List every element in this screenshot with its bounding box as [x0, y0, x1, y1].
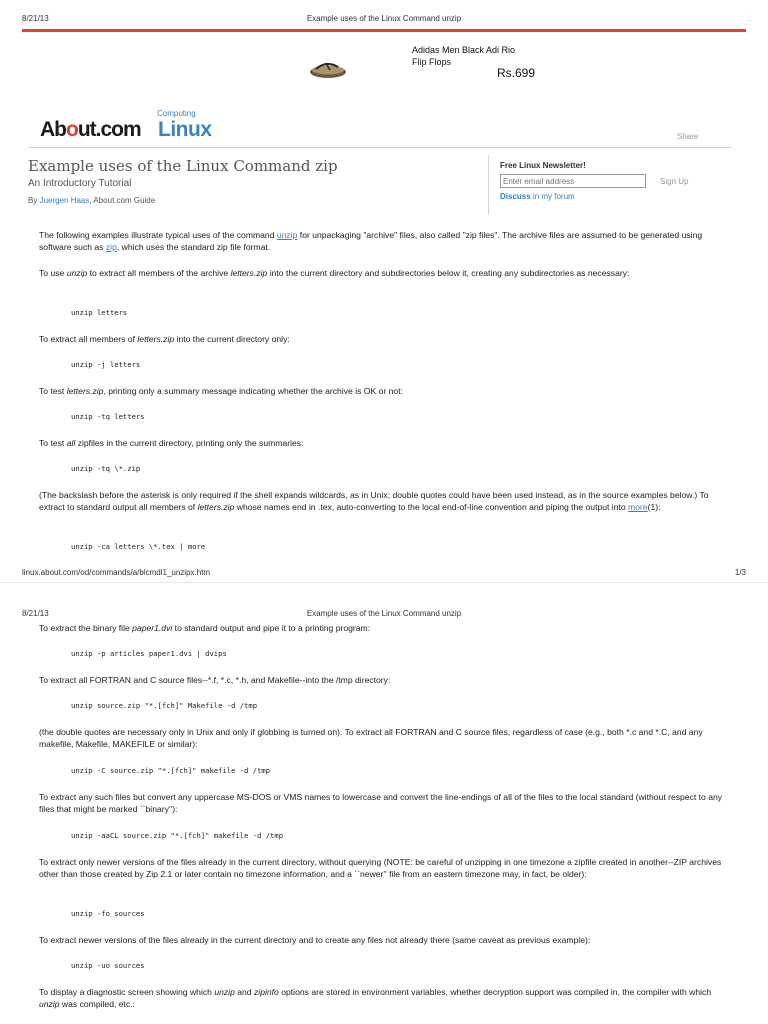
logo-linux: Linux — [158, 118, 212, 141]
text: into the current directory and subdirectories below it, creating any subdirectories as necessary: — [267, 268, 630, 278]
signup-button[interactable]: Sign Up — [660, 177, 689, 186]
article-byline — [28, 196, 155, 205]
advertisement[interactable] — [308, 44, 568, 94]
intro-paragraph — [39, 229, 729, 253]
paragraph: To extract newer versions of the files already in the current directory and to create any files not already there (same caveat as previous example): — [39, 935, 591, 945]
zip-link[interactable]: zip — [105, 242, 117, 252]
text: all — [66, 438, 76, 448]
ad-price: Rs.699 — [497, 66, 536, 80]
text: The following examples illustrate typical uses of the command — [39, 230, 277, 240]
logo-about — [40, 118, 141, 142]
paragraph — [39, 267, 729, 279]
ad-product-name[interactable]: Adidas Men Black Adi Rio Flip Flops — [412, 45, 516, 67]
site-logo[interactable] — [38, 106, 278, 140]
text: To extract the binary file — [39, 623, 133, 633]
text: letters.zip — [137, 334, 175, 344]
code-example: unzip -ca letters \*.tex | more — [71, 542, 206, 551]
author-link[interactable]: Juergen Haas — [39, 196, 90, 205]
text: into the current directory only: — [174, 334, 290, 344]
text: was compiled, etc.: — [59, 999, 136, 1009]
logo-about-part: Ab — [40, 118, 66, 141]
logo-category[interactable]: Computing — [157, 109, 196, 118]
code-example: unzip -aaCL source.zip "*.[fch]" makefile -d /tmp — [71, 831, 284, 840]
text: letters.zip — [197, 502, 235, 512]
article-title: Example uses of the Linux Command zip — [28, 157, 338, 175]
text: to standard output and pipe it to a printing program: — [172, 623, 371, 633]
discuss-label[interactable]: Discuss — [500, 192, 531, 201]
text: for unpackaging "archive" files, also called "zip files". The archive files are assumed to be generated using software such as — [39, 230, 703, 252]
email-field[interactable] — [500, 174, 646, 188]
text: zipfiles in the current directory, printing only the summaries: — [75, 438, 304, 448]
paragraph — [39, 333, 729, 345]
text: To extract all members of — [39, 334, 138, 344]
code-example: unzip -j letters — [71, 360, 141, 369]
code-example: unzip -p articles paper1.dvi | dvips — [71, 649, 227, 658]
logo-about-part: ut.com — [77, 118, 141, 141]
code-example: unzip source.zip "*.[fch]" Makefile -d /tmp — [71, 701, 258, 710]
footer-url: linux.about.com/od/commands/a/blcmdl1_unzipx.htm — [22, 568, 211, 577]
paragraph — [39, 489, 729, 513]
byline-suffix: , About.com Guide — [89, 196, 156, 205]
code-example: unzip -tq letters — [71, 412, 145, 421]
paragraph: To extract all FORTRAN and C source files--*.f, *.c, *.h, and Makefile--into the /tmp directory: — [39, 675, 391, 685]
byline-prefix: By — [28, 196, 40, 205]
text: and — [234, 987, 254, 997]
text: , which uses the standard zip file format. — [116, 242, 271, 252]
text: zipinfo — [253, 987, 279, 997]
code-example: unzip -uo sources — [71, 961, 145, 970]
text: , printing only a summary message indicating whether the archive is OK or not: — [103, 386, 403, 396]
code-example: unzip -C source.zip "*.[fch]" makefile -d /tmp — [71, 766, 271, 775]
unzip-link[interactable]: unzip — [276, 230, 298, 240]
print-date: 8/21/13 — [22, 609, 49, 618]
text: to extract all members of the archive — [87, 268, 231, 278]
text: (The backslash before the asterisk is only required if the shell expands wildcards, as in Unix; double quotes could have been used instead, as in the source examples below.) To extract to standard output all members of — [39, 490, 709, 512]
text: unzip — [214, 987, 235, 997]
text: whose names end in .tex, auto-converting to the local end-of-line convention and piping the output into — [234, 502, 629, 512]
paragraph: To extract any such files but convert any uppercase MS-DOS or VMS names to lowercase and convert the line-endings of all of the files to the local standard (without respect to any files that might be marked ``binary''): — [39, 792, 723, 814]
print-page-2 — [0, 583, 768, 1024]
code-example: unzip -tq \*.zip — [71, 464, 141, 473]
text: To test — [39, 438, 67, 448]
newsletter-title: Free Linux Newsletter! — [500, 161, 586, 170]
code-example: unzip letters — [71, 308, 128, 317]
text: (1): — [647, 502, 661, 512]
header-divider — [28, 147, 732, 148]
text: letters.zip — [230, 268, 268, 278]
text: To test — [39, 386, 67, 396]
discuss-link[interactable] — [500, 192, 575, 201]
text: paper1.dvi — [132, 623, 173, 633]
discuss-rest: in my forum — [530, 192, 575, 201]
paragraph — [39, 385, 729, 397]
footer-page-number: 1/3 — [734, 568, 746, 577]
paragraph — [39, 986, 729, 1010]
paragraph — [39, 622, 729, 634]
header-red-rule — [22, 29, 746, 32]
print-doc-title: Example uses of the Linux Command unzip — [306, 609, 462, 618]
print-header — [0, 12, 768, 30]
print-doc-title: Example uses of the Linux Command unzip — [306, 14, 462, 23]
text: letters.zip — [66, 386, 104, 396]
print-date: 8/21/13 — [22, 14, 49, 23]
newsletter-box — [488, 155, 734, 215]
text: To use — [39, 268, 67, 278]
text: options are stored in environment variables, whether decryption support was compiled in, the compiler with which — [278, 987, 712, 997]
code-example: unzip -fo sources — [71, 909, 145, 918]
paragraph: (the double quotes are necessary only in Unix and only if globbing is turned on). To extract all FORTRAN and C source files, regardless of case (e.g., both *.c and *.C, and any makefile, Makefile, MAKEFILE or similar): — [39, 727, 703, 749]
logo-about-dot: o — [66, 118, 78, 141]
text: unzip — [66, 268, 88, 278]
more-link[interactable]: more — [628, 502, 648, 512]
paragraph — [39, 437, 729, 449]
text: unzip — [39, 999, 60, 1009]
flip-flop-icon — [308, 54, 348, 82]
article-subtitle: An Introductory Tutorial — [28, 178, 132, 189]
text: To display a diagnostic screen showing which — [39, 987, 215, 997]
share-link[interactable]: Share — [677, 132, 699, 141]
paragraph: To extract only newer versions of the files already in the current directory, without querying (NOTE: be careful of unzipping in one timezone a zipfile created in another--ZIP archives other than those created by Zip 2.1 or later contain no timezone information, and a ``newer'' file from an eastern timezone may, in fact, be older): — [39, 857, 722, 879]
